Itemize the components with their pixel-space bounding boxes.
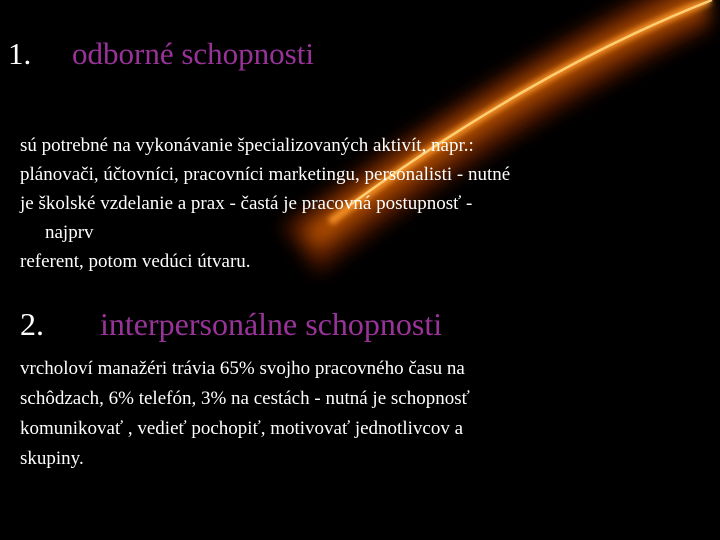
section2-number: 2. — [20, 306, 44, 342]
section2-heading — [20, 306, 442, 343]
section2-line: vrcholoví manažéri trávia 65% svojho pracovného času na — [20, 358, 465, 379]
section2-paragraph — [20, 354, 690, 474]
section1-line: je školské vzdelanie a prax - častá je pracovná postupnosť - — [20, 193, 473, 214]
section1-paragraph — [20, 131, 690, 276]
section2-line: skupiny. — [20, 448, 84, 469]
section1-line: plánovači, účtovníci, pracovníci marketingu, personalisti - nutné — [20, 164, 511, 185]
section1-number: 1. — [8, 36, 32, 71]
section2-title: interpersonálne schopnosti — [100, 306, 443, 342]
section1-line: sú potrebné na vykonávanie špecializovaných aktivít, napr.: — [20, 135, 474, 156]
section1-title: odborné schopnosti — [72, 36, 314, 71]
section1-line: referent, potom vedúci útvaru. — [20, 251, 251, 272]
section1-heading — [8, 36, 314, 72]
section2-line: komunikovať , vedieť pochopiť, motivovať jednotlivcov a — [20, 418, 464, 439]
section2-line: schôdzach, 6% telefón, 3% na cestách - nutná je schopnosť — [20, 388, 470, 409]
section1-line: najprv — [45, 222, 94, 243]
